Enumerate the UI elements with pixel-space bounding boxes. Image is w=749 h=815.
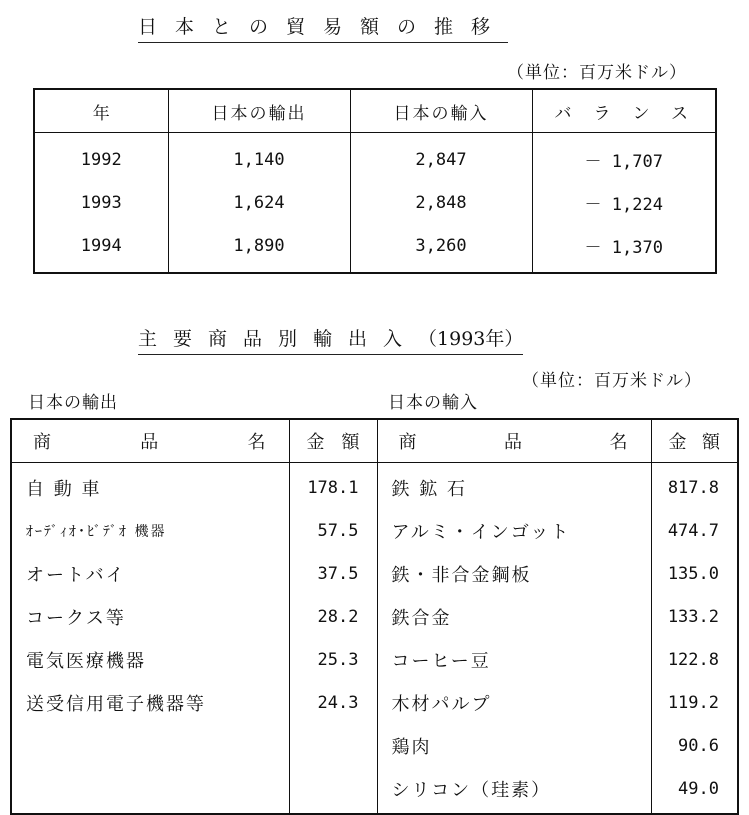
- import-amount: 133.2: [651, 595, 738, 638]
- table-row: [11, 552, 738, 595]
- trade-unit: （単位：百万米ドル）: [507, 63, 687, 83]
- goods-title: [138, 324, 523, 355]
- year-cell: 1994: [80, 235, 122, 256]
- import-amount: 49.0: [651, 767, 738, 814]
- table-row: [34, 181, 716, 224]
- export-amount: 57.5: [289, 509, 377, 552]
- header-balance: バランス: [532, 89, 716, 133]
- table-row: [11, 767, 738, 814]
- export-amount: [289, 767, 377, 814]
- year-cell: 1993: [80, 192, 122, 213]
- export-cell: 1,624: [168, 181, 350, 224]
- table-row: [11, 638, 738, 681]
- balance-cell: － 1,707: [532, 133, 716, 182]
- export-name: [11, 724, 289, 767]
- table-row: [11, 681, 738, 724]
- trade-table: [33, 88, 717, 274]
- import-amount: 122.8: [651, 638, 738, 681]
- export-name: オートバイ: [26, 564, 126, 586]
- import-amount: 90.6: [651, 724, 738, 767]
- import-name: 鉄 鉱 石: [377, 463, 651, 510]
- balance-cell: － 1,370: [532, 224, 716, 273]
- export-amount: 25.3: [289, 638, 377, 681]
- trade-title: 日本との貿易額の推移: [138, 12, 508, 43]
- header-import: 日本の輸入: [350, 89, 532, 133]
- import-cell: 3,260: [350, 224, 532, 273]
- import-name: 木材パルプ: [377, 681, 651, 724]
- export-amount: 178.1: [289, 463, 377, 510]
- export-cell: 1,890: [168, 224, 350, 273]
- export-amount: [289, 724, 377, 767]
- export-name: [11, 767, 289, 814]
- table-row: [11, 509, 738, 552]
- import-name: コーヒー豆: [377, 638, 651, 681]
- import-amount: 817.8: [651, 463, 738, 510]
- export-amount: 24.3: [289, 681, 377, 724]
- export-amount: 28.2: [289, 595, 377, 638]
- export-name: 送受信用電子機器等: [26, 693, 206, 715]
- import-name: アルミ・インゴット: [377, 509, 651, 552]
- header-year: 年: [34, 89, 168, 133]
- table-row: [11, 595, 738, 638]
- goods-unit: （単位：百万米ドル）: [522, 371, 702, 391]
- export-name: ｵｰﾃﾞｨｵ･ﾋﾞﾃﾞｵ 機器: [26, 523, 167, 540]
- goods-header-row: [11, 419, 738, 463]
- import-amount: 135.0: [651, 552, 738, 595]
- export-cell: 1,140: [168, 133, 350, 182]
- import-name: 鉄合金: [377, 595, 651, 638]
- import-label: 日本の輸入: [388, 393, 478, 413]
- import-cell: 2,848: [350, 181, 532, 224]
- trade-header-row: [34, 89, 716, 133]
- import-name-header: 商 品 名: [377, 419, 651, 463]
- import-amount: 119.2: [651, 681, 738, 724]
- import-name: 鉄・非合金鋼板: [377, 552, 651, 595]
- goods-title-text: 主要商品別輸出入: [138, 328, 419, 350]
- goods-table: [10, 418, 739, 815]
- export-label: 日本の輸出: [28, 393, 118, 413]
- export-amount: 37.5: [289, 552, 377, 595]
- table-row: [34, 224, 716, 273]
- export-name-header: 商 品 名: [11, 419, 289, 463]
- export-amount-header: 金 額: [289, 419, 377, 463]
- import-cell: 2,847: [350, 133, 532, 182]
- table-row: [11, 724, 738, 767]
- import-amount-header: 金 額: [651, 419, 738, 463]
- export-name: 電気医療機器: [26, 650, 146, 672]
- import-name: 鶏肉: [377, 724, 651, 767]
- table-row: [11, 463, 738, 510]
- goods-title-year: （1993年）: [418, 328, 524, 350]
- export-name: 自 動 車: [26, 478, 102, 500]
- export-name: コークス等: [26, 607, 126, 629]
- import-amount: 474.7: [651, 509, 738, 552]
- balance-cell: － 1,224: [532, 181, 716, 224]
- table-row: [34, 133, 716, 182]
- header-export: 日本の輸出: [168, 89, 350, 133]
- import-name: シリコン（珪素）: [377, 767, 651, 814]
- year-cell: 1992: [80, 149, 122, 170]
